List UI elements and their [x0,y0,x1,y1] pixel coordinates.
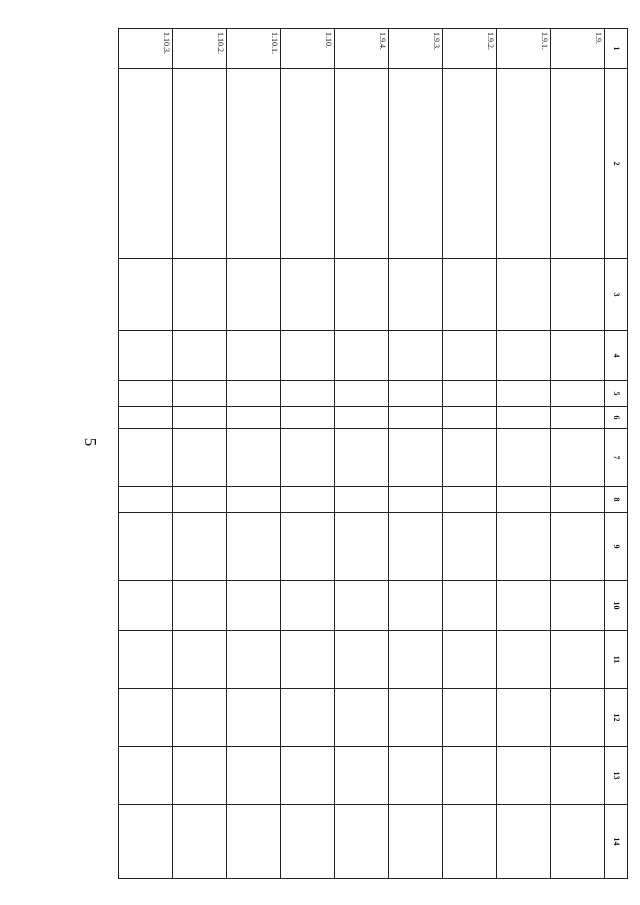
table-cell-c1: 1.9.2. [443,29,497,69]
table-cell-c12 [389,689,443,747]
table-cell-c8 [443,487,497,513]
table-cell-c10 [443,581,497,631]
table-row [173,29,227,879]
column-header: 1 [605,29,628,69]
table-cell-c1: 1.10.2. [173,29,227,69]
table-cell-c1: 1.9. [551,29,605,69]
table-cell-c10 [281,581,335,631]
table-cell-c4 [497,331,551,381]
column-header: 6 [605,407,628,429]
table-cell-c2 [497,69,551,259]
table-cell-c11 [551,631,605,689]
table-cell-c9 [281,513,335,581]
table-cell-c13 [551,747,605,805]
table-cell-c9 [389,513,443,581]
table-cell-c9 [119,513,173,581]
table-cell-c5 [335,381,389,407]
table-cell-c9 [335,513,389,581]
table-cell-c3 [173,259,227,331]
table-cell-c14 [335,805,389,879]
table-cell-c4 [335,331,389,381]
table-cell-c3 [389,259,443,331]
table-cell-c5 [551,381,605,407]
table-cell-c7 [335,429,389,487]
table-cell-c14 [497,805,551,879]
table-cell-c13 [227,747,281,805]
table-cell-c7 [119,429,173,487]
table-cell-c12 [281,689,335,747]
table-cell-c5 [443,381,497,407]
table-cell-c13 [335,747,389,805]
table-row [497,29,551,879]
table-cell-c12 [335,689,389,747]
table-cell-c7 [173,429,227,487]
table-cell-c8 [119,487,173,513]
column-header: 3 [605,259,628,331]
table-cell-c8 [227,487,281,513]
table-cell-c4 [281,331,335,381]
table-cell-c14 [173,805,227,879]
table-cell-c14 [389,805,443,879]
table-cell-c8 [551,487,605,513]
table-cell-c4 [443,331,497,381]
table-cell-c12 [173,689,227,747]
table-cell-c2 [551,69,605,259]
table-cell-c10 [173,581,227,631]
table-cell-c6 [443,407,497,429]
table-cell-c12 [497,689,551,747]
table-cell-c4 [173,331,227,381]
table-cell-c5 [389,381,443,407]
table-cell-c11 [173,631,227,689]
table-cell-c1: 1.9.4. [335,29,389,69]
rotated-table-wrapper [118,28,628,878]
table-cell-c8 [281,487,335,513]
table-cell-c14 [119,805,173,879]
table-cell-c2 [173,69,227,259]
table-cell-c13 [497,747,551,805]
table-cell-c1: 1.10.3. [119,29,173,69]
table-row [335,29,389,879]
table-cell-c13 [119,747,173,805]
column-header: 9 [605,513,628,581]
table-cell-c10 [335,581,389,631]
table-cell-c14 [281,805,335,879]
table-cell-c1: 1.10.1. [227,29,281,69]
table-cell-c9 [551,513,605,581]
table-cell-c5 [119,381,173,407]
table-cell-c6 [551,407,605,429]
table-cell-c5 [173,381,227,407]
table-cell-c7 [227,429,281,487]
column-header: 8 [605,487,628,513]
table-cell-c11 [389,631,443,689]
table-row [551,29,605,879]
table-cell-c14 [227,805,281,879]
column-header: 7 [605,429,628,487]
table-cell-c13 [281,747,335,805]
table-cell-c3 [335,259,389,331]
table-cell-c4 [119,331,173,381]
table-cell-c2 [443,69,497,259]
table-cell-c4 [389,331,443,381]
table-cell-c13 [389,747,443,805]
table-cell-c8 [389,487,443,513]
table-cell-c6 [281,407,335,429]
table-cell-c9 [227,513,281,581]
table-cell-c14 [443,805,497,879]
table-cell-c8 [497,487,551,513]
table-cell-c11 [119,631,173,689]
table-cell-c9 [173,513,227,581]
table-cell-c10 [227,581,281,631]
table-cell-c5 [227,381,281,407]
table-cell-c8 [335,487,389,513]
table-cell-c13 [173,747,227,805]
table-cell-c10 [551,581,605,631]
table-cell-c7 [281,429,335,487]
column-header: 2 [605,69,628,259]
table-cell-c3 [551,259,605,331]
table-cell-c12 [227,689,281,747]
table-cell-c2 [389,69,443,259]
table-cell-c13 [443,747,497,805]
table-cell-c10 [119,581,173,631]
table-cell-c6 [335,407,389,429]
column-header: 10 [605,581,628,631]
table-cell-c5 [281,381,335,407]
table-cell-c3 [281,259,335,331]
table-cell-c2 [119,69,173,259]
table-cell-c10 [497,581,551,631]
table-cell-c6 [173,407,227,429]
table-cell-c2 [335,69,389,259]
table-cell-c11 [443,631,497,689]
table-cell-c6 [119,407,173,429]
column-header: 14 [605,805,628,879]
table-cell-c5 [497,381,551,407]
table-cell-c9 [443,513,497,581]
table-cell-c9 [497,513,551,581]
table-cell-c12 [119,689,173,747]
table-cell-c3 [497,259,551,331]
table-cell-c1: 1.9.3. [389,29,443,69]
table-cell-c7 [389,429,443,487]
table-row [119,29,173,879]
column-header: 11 [605,631,628,689]
table-cell-c3 [443,259,497,331]
table-cell-c11 [497,631,551,689]
page-number: 5 [81,437,100,447]
table-cell-c7 [443,429,497,487]
column-header: 5 [605,381,628,407]
table-cell-c1: 1.9.1. [497,29,551,69]
table-cell-c7 [497,429,551,487]
table-cell-c11 [281,631,335,689]
header-row [605,29,628,879]
table-cell-c12 [551,689,605,747]
table-cell-c7 [551,429,605,487]
column-header: 13 [605,747,628,805]
table-cell-c6 [389,407,443,429]
table-cell-c4 [227,331,281,381]
table-row [389,29,443,879]
table-cell-c12 [443,689,497,747]
table-cell-c2 [227,69,281,259]
table-cell-c11 [335,631,389,689]
table-cell-c14 [551,805,605,879]
table-row [281,29,335,879]
table-cell-c2 [281,69,335,259]
table-cell-c3 [227,259,281,331]
column-header: 12 [605,689,628,747]
table-cell-c6 [227,407,281,429]
column-header: 4 [605,331,628,381]
table-cell-c6 [497,407,551,429]
table-row [443,29,497,879]
budget-table [118,28,628,879]
table-cell-c8 [173,487,227,513]
table-cell-c3 [119,259,173,331]
table-cell-c1: 1.10. [281,29,335,69]
table-cell-c4 [551,331,605,381]
table-cell-c10 [389,581,443,631]
table-row [227,29,281,879]
table-cell-c11 [227,631,281,689]
